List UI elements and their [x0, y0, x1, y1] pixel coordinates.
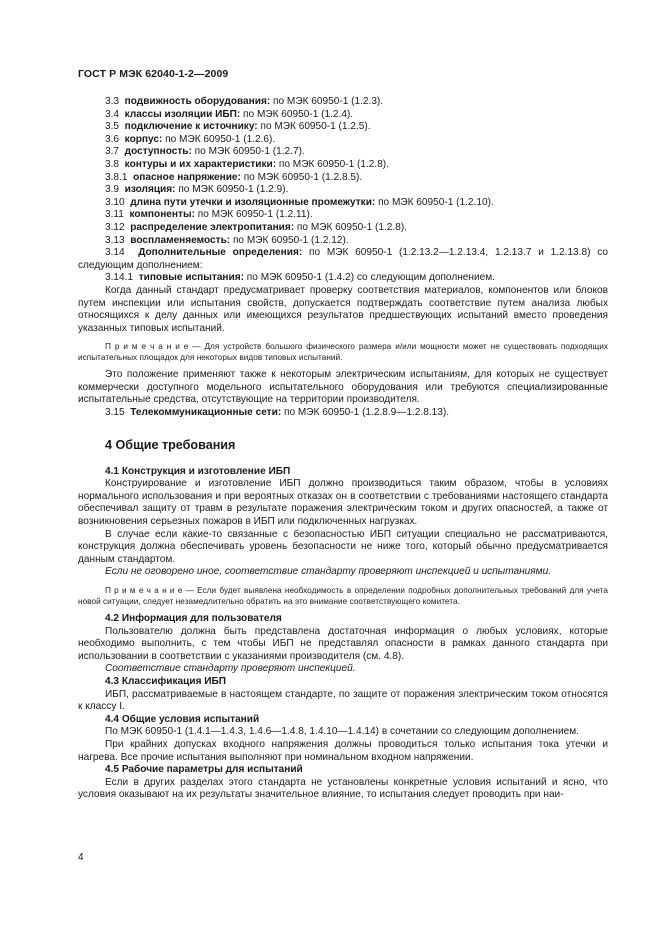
definition-term: длина пути утечки и изоляционные промежутки:	[130, 196, 376, 208]
definition-ref: по МЭК 60950-1 (1.2.12).	[230, 234, 349, 246]
definition-ref: по МЭК 60950-1 (1.4.2) со следующим дополнением.	[244, 272, 495, 284]
definition-term: классы изоляции ИБП:	[124, 108, 241, 120]
definition-ref: по МЭК 60950-1 (1.2.13.2—1.2.13.4, 1.2.13.7 и 1.2.13.8) со следующим дополнением:	[78, 247, 609, 271]
definition-ref: по МЭК 60950-1 (1.2.11).	[194, 209, 313, 221]
definition-ref: по МЭК 60950-1 (1.2.8.5).	[240, 171, 363, 183]
definition-ref: по МЭК 60950-1 (1.2.4).	[240, 108, 354, 120]
definition-term: подключение к источнику:	[124, 121, 258, 133]
note	[78, 341, 608, 363]
definition-term: изоляция:	[124, 184, 176, 196]
note-label: П р и м е ч а н и е —	[105, 342, 201, 352]
definition-item: 3.5 подключение к источнику: по МЭК 60950-1 (1.2.5).	[105, 121, 371, 133]
definition-term: Дополнительные определения:	[138, 247, 303, 259]
definition-item: 3.15 Телекоммуникационные сети: по МЭК 60950-1 (1.2.8.9—1.2.8.13).	[105, 407, 450, 419]
paragraph: Если не оговорено иное, соответствие стандарту проверяют инспекцией и испытаниями.	[105, 566, 552, 578]
definition-term: подвижность оборудования:	[124, 96, 271, 107]
definition-term: распределение электропитания:	[130, 221, 295, 233]
definition-term: типовые испытания:	[138, 272, 244, 284]
definition-term: корпус:	[124, 133, 163, 145]
definition-term: Телекоммуникационные сети:	[130, 407, 282, 419]
note-text: Для устройств большого физического размера и/или мощности может не существовать подходящих испытательных площадок для некоторых видов типовых испытаний.	[78, 342, 608, 363]
definition-item: 3.13 воспламеняемость: по МЭК 60950-1 (1.2.12).	[105, 234, 349, 246]
definition-ref: по МЭК 60950-1 (1.2.10).	[375, 196, 494, 208]
paragraph: По МЭК 60950-1 (1.4.1—1.4.3, 1.4.6—1.4.8, 1.4.10—1.4.14) в сочетании со следующим дополнением.	[105, 726, 579, 738]
definition-ref: по МЭК 60950-1 (1.2.8).	[294, 221, 407, 233]
subsection-heading: 4.3 Классификация ИБП	[105, 675, 227, 687]
definition-item: 3.4 классы изоляции ИБП: по МЭК 60950-1 (1.2.4).	[105, 108, 354, 120]
definition-item: 3.10 длина пути утечки и изоляционные промежутки: по МЭК 60950-1 (1.2.10).	[105, 196, 494, 208]
paragraph: В случае если какие-то связанные с безопасностью ИБП ситуации специально не рассматриваются, конструкция должна обеспечивать уровень безопасности не ниже того, который обычно предусматривается данным стандартом.	[78, 528, 608, 565]
paragraph: Пользователю должна быть представлена достаточная информация о любых условиях, которые необходимо выполнить, с тем чтобы ИБП не представлял опасности в рамках данного стандарта при использовании в соответствии с указаниями производителя (см. 4.8).	[78, 625, 608, 662]
subsection-heading: 4.4 Общие условия испытаний	[105, 713, 260, 725]
definition-ref: по МЭК 60950-1 (1.2.8).	[276, 158, 389, 170]
definition-ref: по МЭК 60950-1 (1.2.3).	[270, 96, 384, 107]
definition-item: 3.14 Дополнительные определения: по МЭК 60950-1 (1.2.13.2—1.2.13.4, 1.2.13.7 и 1.2.13.8) со следующим дополнением:	[78, 247, 609, 271]
definition-term: опасное напряжение:	[133, 171, 241, 183]
definition-item: 3.8 контуры и их характеристики: по МЭК 60950-1 (1.2.8).	[105, 158, 389, 170]
paragraph: Это положение применяют также к некоторым электрическим испытаниям, для которых не существует коммерчески доступного модельного испытательного оборудования или требуются специализированные испытательные средства, отсутствующие на территории производителя.	[78, 369, 608, 406]
paragraph: Если в других разделах этого стандарта не установлены конкретные условия испытаний и ясно, что условия оказывают на их результаты значительное влияние, то испытания следует проводить при наи-	[78, 776, 608, 801]
definition-term: компоненты:	[129, 209, 195, 221]
definition-item: 3.6 корпус: по МЭК 60950-1 (1.2.6).	[105, 133, 276, 145]
section-heading: 4 Общие требования	[105, 437, 236, 452]
definition-ref: по МЭК 60950-1 (1.2.9).	[175, 184, 289, 196]
definition-ref: по МЭК 60950-1 (1.2.8.9—1.2.8.13).	[281, 407, 450, 419]
paragraph: При крайних допусках входного напряжения должны проводиться только испытания тока утечки и нагрева. Все прочие испытания выполняют при номинальном входном напряжении.	[78, 738, 608, 763]
definition-list	[78, 96, 608, 247]
definition-item: 3.3 подвижность оборудования: по МЭК 60950-1 (1.2.3).	[105, 96, 384, 107]
definition-item: 3.14.1 типовые испытания: по МЭК 60950-1 (1.4.2) со следующим дополнением.	[105, 272, 495, 284]
document-header: ГОСТ Р МЭК 62040-1-2—2009	[78, 68, 229, 80]
definition-item: 3.9 изоляция: по МЭК 60950-1 (1.2.9).	[105, 184, 289, 196]
document-body	[78, 96, 608, 802]
definition-item: 3.7 доступность: по МЭК 60950-1 (1.2.7).	[105, 146, 305, 158]
note-text: Если будет выявлена необходимость в определении подробных дополнительных требований для учета новой ситуации, следует незамедлительно обратить на это внимание соответствующего комитета.	[78, 586, 608, 606]
definition-ref: по МЭК 60950-1 (1.2.5).	[257, 121, 371, 133]
page-number: 4	[78, 852, 84, 863]
paragraph: Соответствие стандарту проверяют инспекцией.	[105, 663, 356, 675]
subsection-heading: 4.1 Конструкция и изготовление ИБП	[105, 465, 291, 477]
paragraph: Конструирование и изготовление ИБП должно производиться таким образом, чтобы в условиях нормального использования и при вероятных отказах он в соответствии с требованиями настоящего стандарта обеспечивал защиту от травм в результате поражения электрическим током и других опасностей, а также от возникновения серьезных пожаров в ИБП или подключенных нагрузках.	[78, 478, 608, 528]
paragraph: ИБП, рассматриваемые в настоящем стандарте, по защите от поражения электрическим током относятся к классу I.	[78, 688, 608, 713]
definition-ref: по МЭК 60950-1 (1.2.6).	[162, 133, 276, 145]
definition-item: 3.8.1 опасное напряжение: по МЭК 60950-1 (1.2.8.5).	[105, 171, 363, 183]
definition-term: контуры и их характеристики:	[124, 158, 277, 170]
paragraph: Когда данный стандарт предусматривает проверку соответствия материалов, компонентов или блоков путем инспекции или испытания свойств, допускается подтверждать соответствие путем анализа любых относящихся к делу данных или имеющихся результатов предшествующих испытаний вместо проведения указанных типовых испытаний.	[78, 284, 608, 334]
definition-item: 3.12 распределение электропитания: по МЭК 60950-1 (1.2.8).	[105, 221, 407, 233]
note	[78, 585, 608, 607]
definition-ref: по МЭК 60950-1 (1.2.7).	[191, 146, 305, 158]
definition-term: доступность:	[124, 146, 192, 158]
subsection-heading: 4.2 Информация для пользователя	[105, 613, 282, 624]
definition-item: 3.11 компоненты: по МЭК 60950-1 (1.2.11).	[105, 209, 313, 221]
note-label: П р и м е ч а н и е —	[105, 586, 194, 595]
definition-term: воспламеняемость:	[130, 234, 231, 246]
subsection-heading: 4.5 Рабочие параметры для испытаний	[105, 764, 303, 776]
